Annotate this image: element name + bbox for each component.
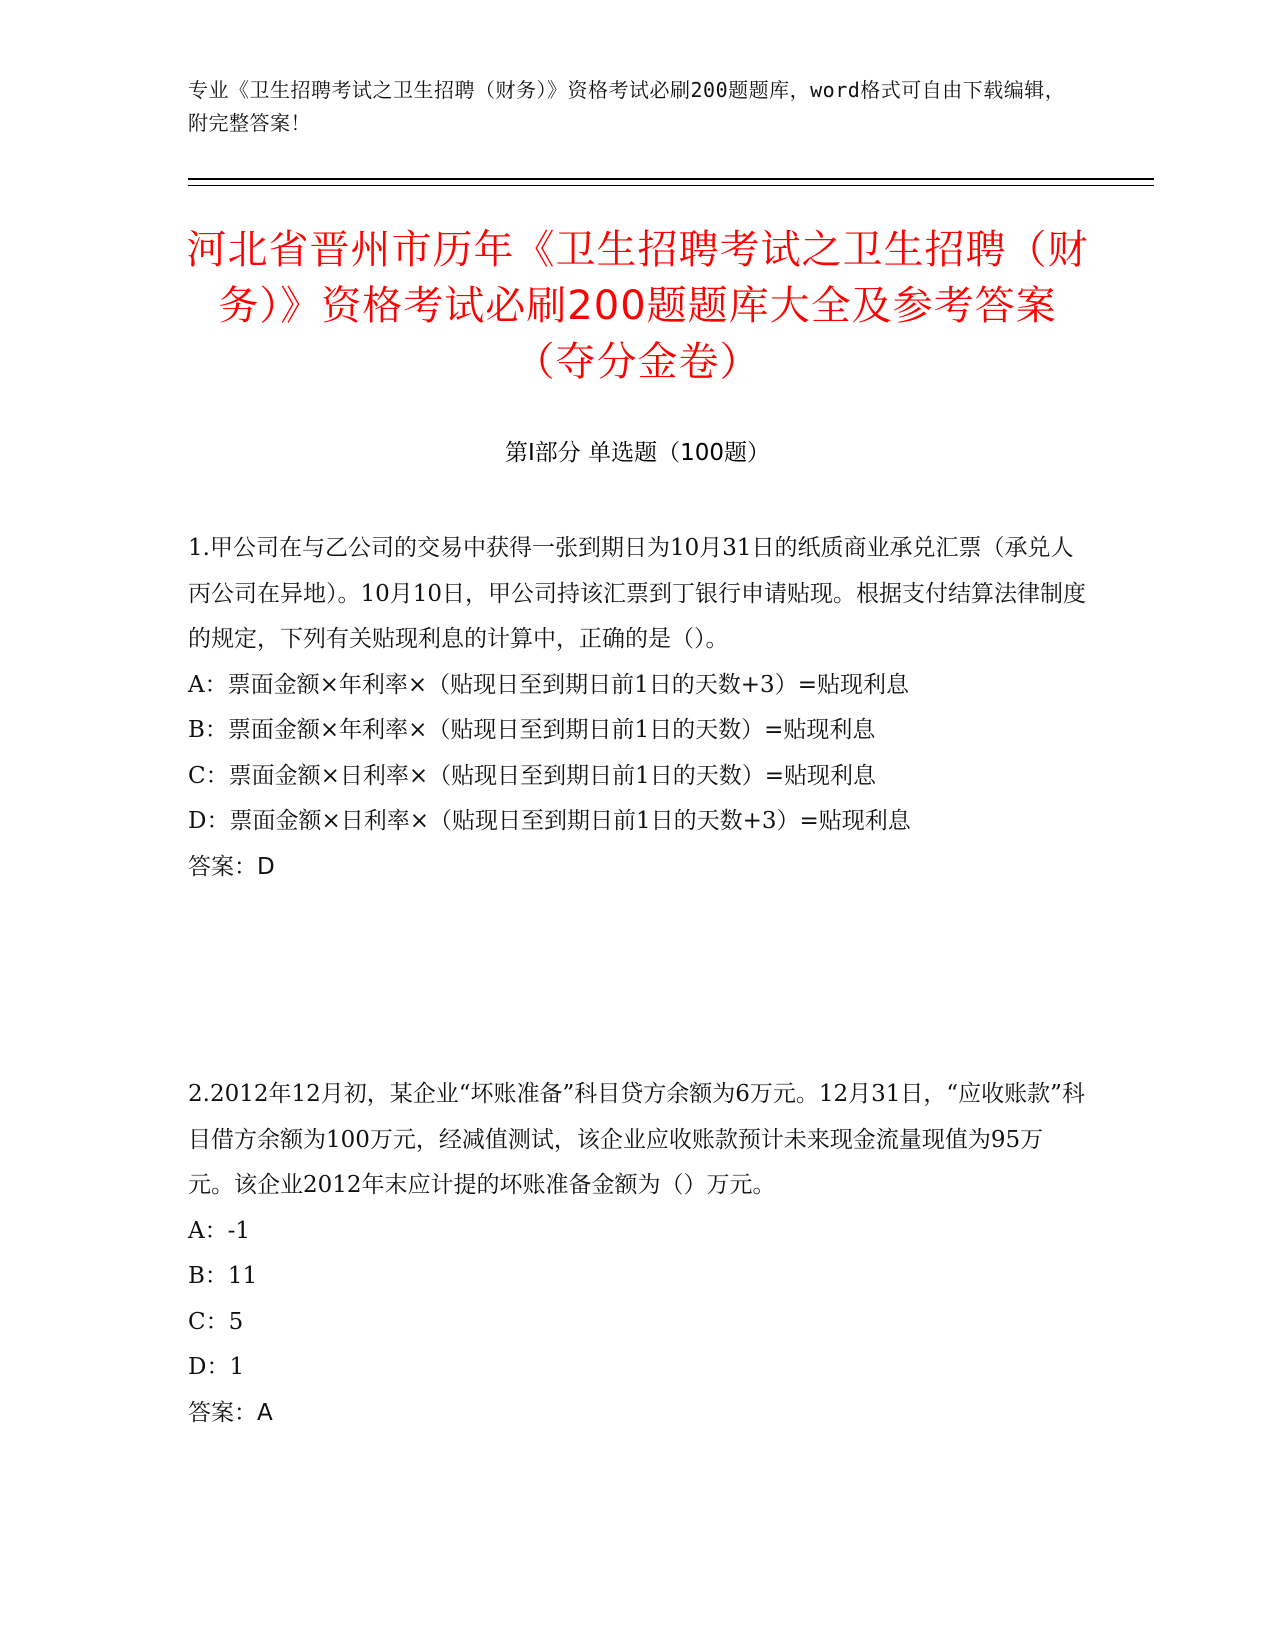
header-rule-thin <box>188 185 1154 186</box>
header-rule-thick <box>188 178 1154 180</box>
option-c: C：5 <box>188 1308 244 1335</box>
question-stem: 2.2012年12月初，某企业“坏账准备”科目贷方余额为6万元。12月31日，“应收账款”科目借方余额为100万元，经减值测试，该企业应收账款预计未来现金流量现值为95万元。该企业2012年末应计提的坏账准备金额为（）万元。 <box>188 1081 1085 1198</box>
section-heading: 第I部分 单选题（100题） <box>505 440 770 466</box>
option-d: D：票面金额×日利率×（贴现日至到期日前1日的天数+3）=贴现利息 <box>188 808 911 834</box>
question-2 <box>188 1072 1088 1436</box>
answer: 答案：A <box>188 1399 273 1426</box>
answer: 答案：D <box>188 853 275 880</box>
option-b: B：票面金额×年利率×（贴现日至到期日前1日的天数）=贴现利息 <box>188 717 876 743</box>
option-d: D：1 <box>188 1354 245 1380</box>
option-c: C：票面金额×日利率×（贴现日至到期日前1日的天数）=贴现利息 <box>188 762 877 789</box>
question-1 <box>188 526 1088 890</box>
option-a: A：-1 <box>188 1217 251 1244</box>
document-title: 河北省晋州市历年《卫生招聘考试之卫生招聘（财务）》资格考试必刷200题题库大全及参考答案（夺分金卷） <box>186 227 1089 385</box>
header-note: 专业《卫生招聘考试之卫生招聘（财务）》资格考试必刷200题题库，word格式可自由下载编辑，附完整答案！ <box>188 78 1066 135</box>
option-b: B：11 <box>188 1263 258 1289</box>
option-a: A：票面金额×年利率×（贴现日至到期日前1日的天数+3）=贴现利息 <box>188 671 909 698</box>
question-stem: 1.甲公司在与乙公司的交易中获得一张到期日为10月31日的纸质商业承兑汇票（承兑人丙公司在异地）。10月10日，甲公司持该汇票到丁银行申请贴现。根据支付结算法律制度的规定，下列有关贴现利息的计算中，正确的是（）。 <box>188 535 1087 652</box>
